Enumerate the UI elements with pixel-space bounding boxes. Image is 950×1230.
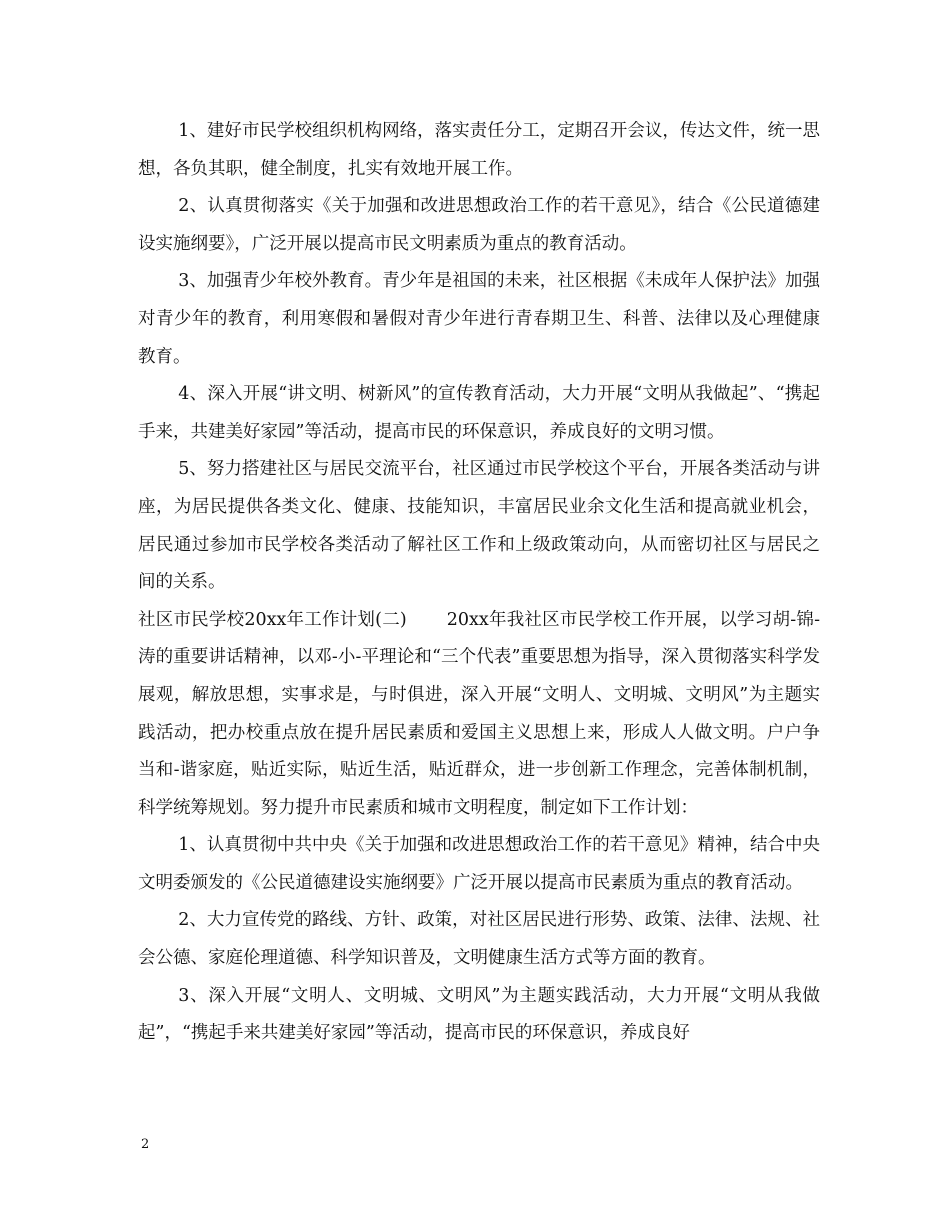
plan-item-1: 1、认真贯彻中共中央《关于加强和改进思想政治工作的若干意见》精神，结合中央文明委颁发的《公民道德建设实施纲要》广泛开展以提高市民素质为重点的教育活动。 [138,835,820,893]
plan-item-3: 3、深入开展“文明人、文明城、文明风”为主题实践活动，大力开展“文明从我做起”，“携起手来共建美好家园”等活动，提高市民的环保意识，养成良好 [138,985,820,1044]
section-title: 社区市民学校20xx年工作计划(二) [138,609,407,630]
document-body [138,113,820,1053]
paragraph-item-3: 3、加强青少年校外教育。青少年是祖国的未来，社区根据《未成年人保护法》加强对青少年的教育，利用寒假和暑假对青少年进行青春期卫生、科普、法律以及心理健康教育。 [138,271,820,367]
plan-item-2: 2、大力宣传党的路线、方针、政策，对社区居民进行形势、政策、法律、法规、社会公德、家庭伦理道德、科学知识普及，文明健康生活方式等方面的教育。 [138,910,820,969]
page-number: 2 [141,1137,150,1152]
section-intro: 20xx年我社区市民学校工作开展，以学习胡-锦-涛的重要讲话精神，以邓-小-平理论和“三个代表”重要思想为指导，深入贯彻落实科学发展观，解放思想，实事求是，与时俱进，深入开展“文明人、文明城、文明风”为主题实践活动，把办校重点放在提升居民素质和爱国主义思想上来，形成人人做文明。户户争当和-谐家庭，贴近实际，贴近生活，贴近群众，进一步创新工作理念，完善体制机制，科学统筹规划。努力提升市民素质和城市文明程度，制定如下工作计划： [138,609,820,818]
paragraph-item-4: 4、深入开展“讲文明、树新风”的宣传教育活动，大力开展“文明从我做起”、“携起手来，共建美好家园”等活动，提高市民的环保意识，养成良好的文明习惯。 [138,384,820,442]
section-heading-paragraph [138,602,820,828]
paragraph-item-1: 1、建好市民学校组织机构网络，落实责任分工，定期召开会议，传达文件，统一思想，各负其职，健全制度，扎实有效地开展工作。 [138,121,820,179]
paragraph-item-2: 2、认真贯彻落实《关于加强和改进思想政治工作的若干意见》，结合《公民道德建设实施纲要》，广泛开展以提高市民文明素质为重点的教育活动。 [138,196,820,254]
paragraph-item-5: 5、努力搭建社区与居民交流平台，社区通过市民学校这个平台，开展各类活动与讲座，为居民提供各类文化、健康、技能知识，丰富居民业余文化生活和提高就业机会，居民通过参加市民学校各类活动了解社区工作和上级政策动向，从而密切社区与居民之间的关系。 [138,459,820,593]
